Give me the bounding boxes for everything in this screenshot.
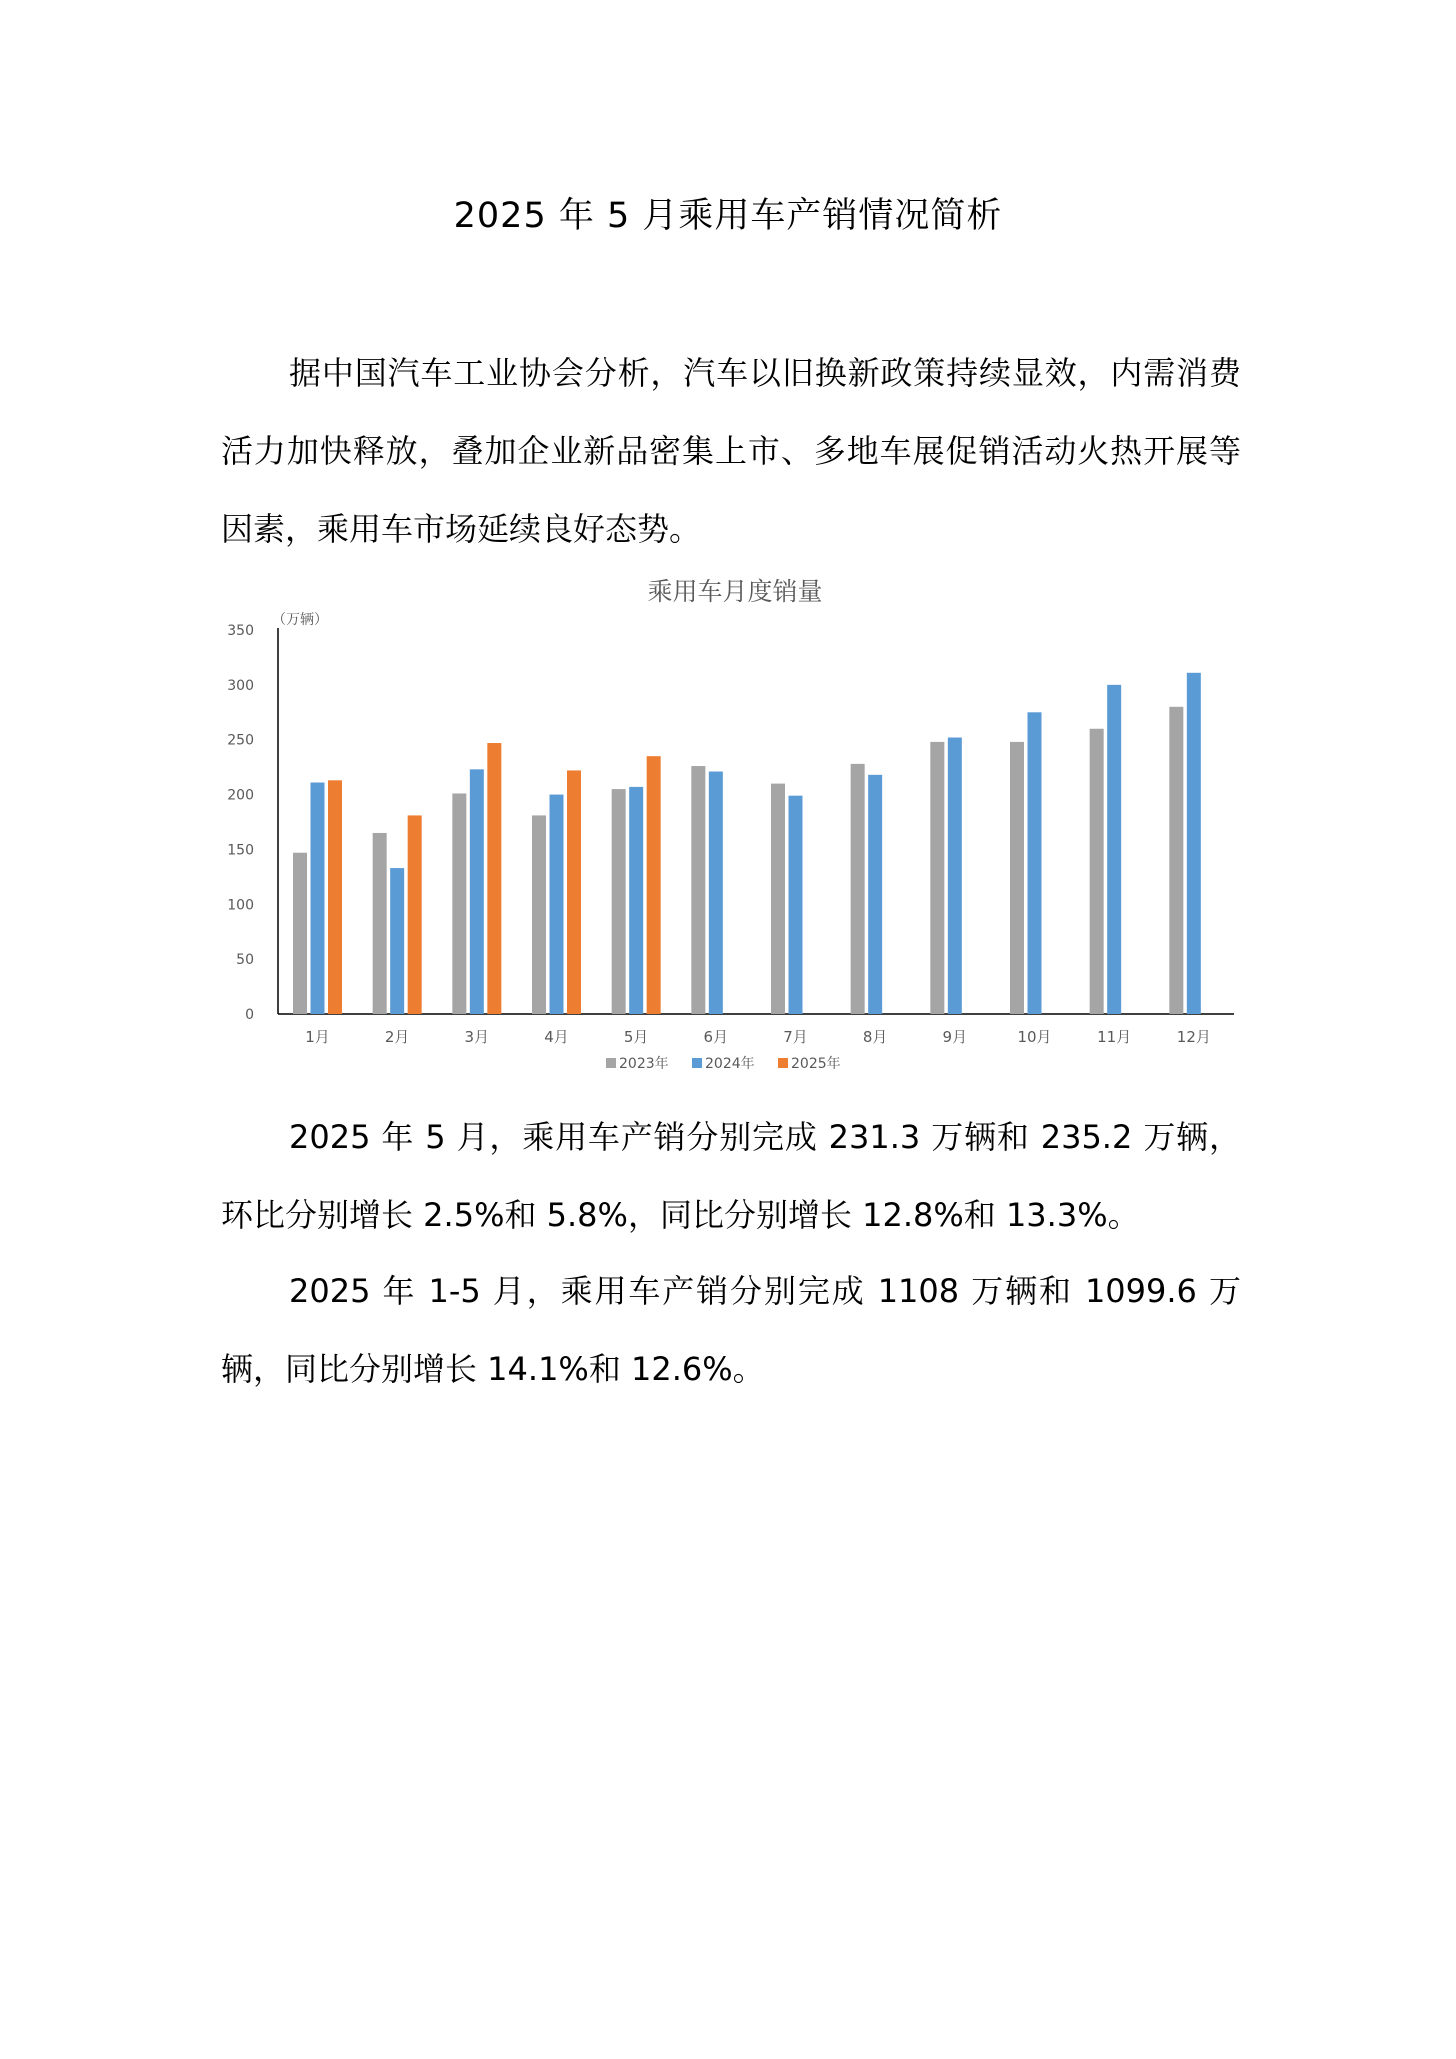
x-tick-label: 3月	[464, 1028, 490, 1046]
bar-2023年-1月	[293, 853, 307, 1014]
paragraph-intro: 据中国汽车工业协会分析，汽车以旧换新政策持续显效，内需消费活力加快释放，叠加企业新品密集上市、多地车展促销活动火热开展等因素，乘用车市场延续良好态势。	[221, 354, 1241, 548]
bar-2025年-4月	[567, 770, 581, 1014]
bar-2024年-4月	[550, 795, 564, 1014]
bar-2024年-6月	[709, 772, 723, 1014]
x-tick-label: 11月	[1097, 1028, 1132, 1046]
bar-2024年-2月	[390, 868, 404, 1014]
bar-2023年-7月	[771, 784, 785, 1014]
monthly-sales-chart	[220, 570, 1240, 1090]
bar-2024年-3月	[470, 769, 484, 1014]
x-tick-label: 6月	[703, 1028, 729, 1046]
legend-swatch	[692, 1058, 702, 1068]
paragraph-may-results: 2025 年 5 月，乘用车产销分别完成 231.3 万辆和 235.2 万辆，环比分别增长 2.5%和 5.8%，同比分别增长 12.8%和 13.3%。	[221, 1118, 1241, 1234]
bar-2023年-9月	[930, 742, 944, 1014]
y-unit-label: （万辆）	[272, 612, 328, 628]
chart-svg	[220, 570, 1240, 1090]
x-tick-label: 10月	[1017, 1028, 1052, 1046]
paragraph-jan-may-results: 2025 年 1-5 月，乘用车产销分别完成 1108 万辆和 1099.6 万辆，同比分别增长 14.1%和 12.6%。	[221, 1272, 1241, 1388]
bar-2023年-2月	[373, 833, 387, 1014]
x-tick-label: 1月	[305, 1028, 330, 1046]
bar-2023年-6月	[691, 766, 705, 1014]
y-tick-label: 250	[227, 732, 254, 749]
bar-2023年-3月	[452, 793, 466, 1014]
bar-2023年-12月	[1169, 707, 1183, 1014]
bar-2024年-12月	[1187, 673, 1201, 1014]
y-tick-label: 0	[245, 1007, 254, 1023]
bar-2025年-5月	[647, 756, 661, 1014]
bar-2024年-1月	[311, 783, 325, 1014]
bar-2024年-9月	[948, 738, 962, 1014]
bar-2025年-2月	[408, 815, 422, 1014]
x-tick-label: 8月	[862, 1028, 888, 1046]
bar-2023年-11月	[1090, 729, 1104, 1014]
legend-label: 2023年	[619, 1056, 669, 1072]
y-tick-label: 350	[227, 623, 254, 639]
document-title: 2025 年 5 月乘用车产销情况简析	[453, 196, 1003, 236]
bar-2023年-4月	[532, 815, 546, 1014]
y-tick-label: 300	[227, 677, 254, 694]
y-tick-label: 150	[227, 842, 254, 859]
x-tick-label: 12月	[1176, 1028, 1211, 1046]
x-tick-label: 7月	[783, 1028, 808, 1046]
bar-2024年-5月	[629, 787, 643, 1014]
bar-2023年-5月	[612, 789, 626, 1014]
bar-2025年-3月	[487, 743, 501, 1014]
chart-title: 乘用车月度销量	[647, 577, 823, 606]
y-tick-label: 50	[236, 952, 254, 969]
x-tick-label: 5月	[623, 1028, 649, 1046]
legend-label: 2024年	[705, 1056, 755, 1072]
y-tick-label: 200	[227, 787, 254, 804]
bar-2024年-10月	[1028, 712, 1042, 1014]
bar-2024年-11月	[1107, 685, 1121, 1014]
legend-swatch	[606, 1058, 616, 1068]
x-tick-label: 4月	[544, 1028, 569, 1046]
x-tick-label: 2月	[384, 1028, 410, 1046]
bar-2023年-10月	[1010, 742, 1024, 1014]
bar-2024年-7月	[789, 796, 803, 1014]
bar-2025年-1月	[328, 780, 342, 1014]
bar-2024年-8月	[868, 775, 882, 1014]
bar-2023年-8月	[851, 764, 865, 1014]
legend-swatch	[778, 1058, 788, 1068]
y-tick-label: 100	[227, 897, 254, 914]
x-tick-label: 9月	[942, 1028, 968, 1046]
legend-label: 2025年	[791, 1056, 841, 1072]
